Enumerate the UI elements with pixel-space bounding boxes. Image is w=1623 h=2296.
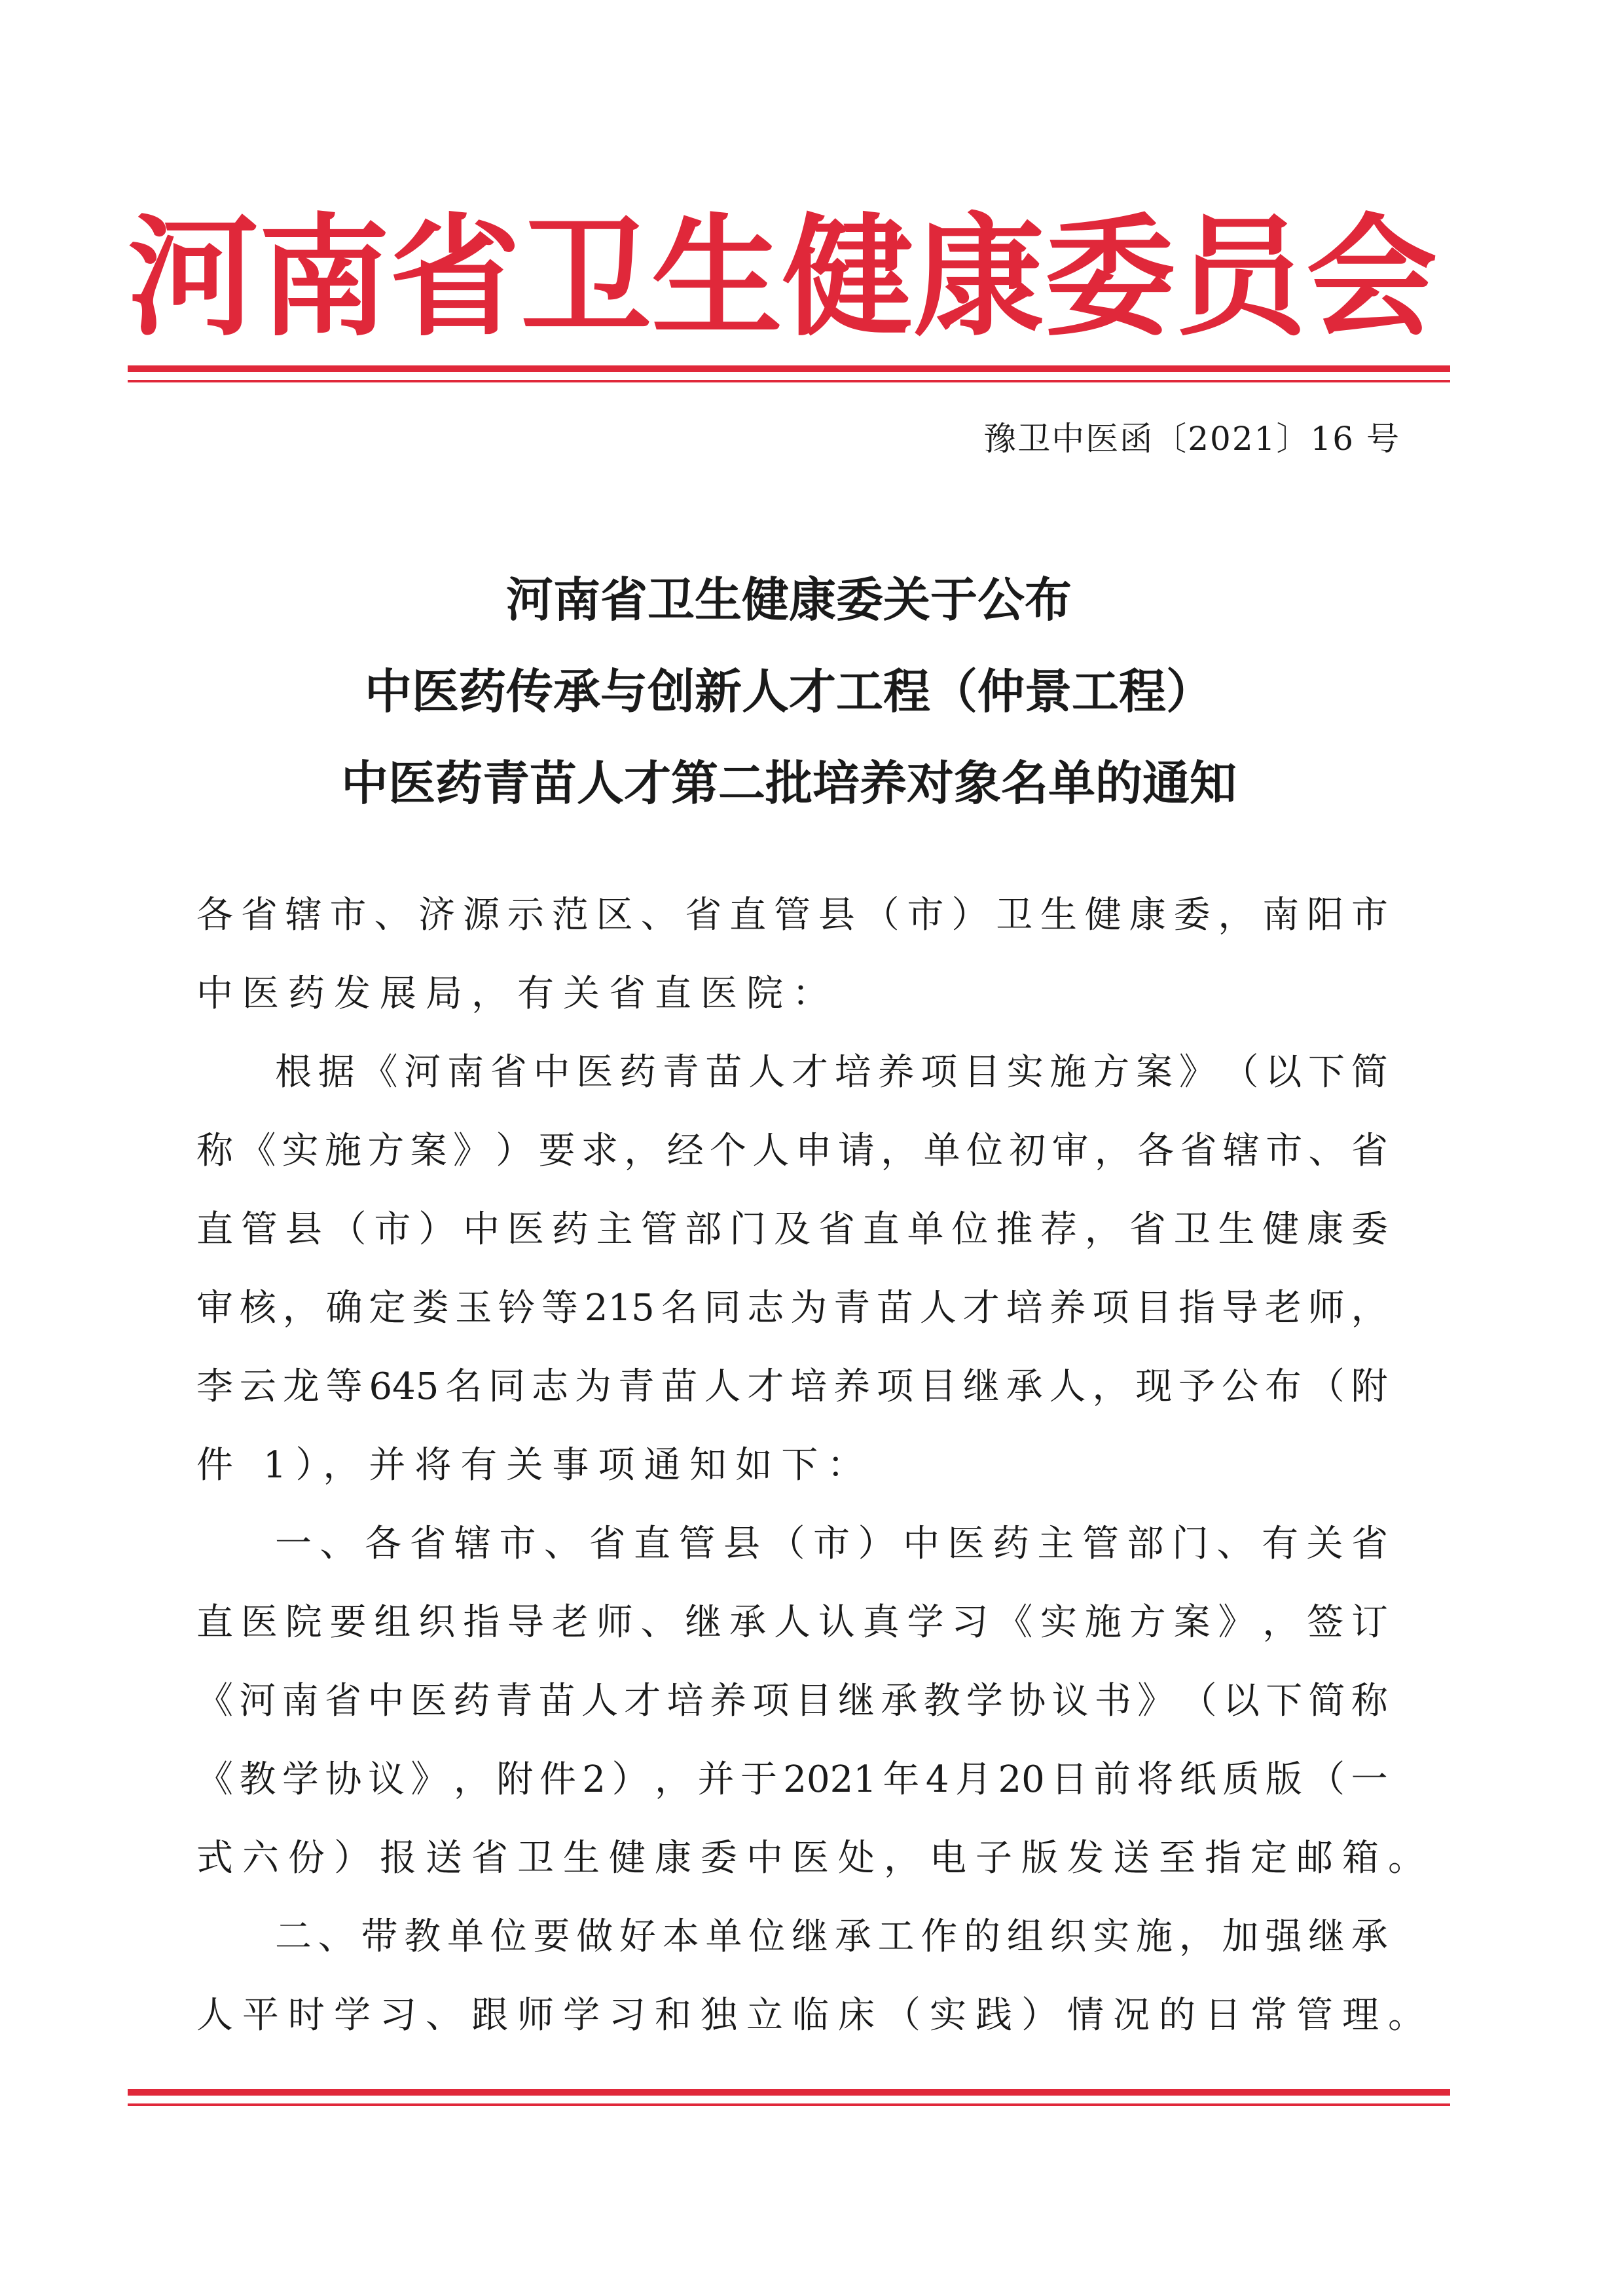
body-line: 各 省 辖 市 、 济 源 示 范 区 、 省 直 管 县 （ 市 ） 卫 生 健 康 委 ， 南 阳 市: [196, 894, 1388, 936]
body-line: 《 河 南 省 中 医 药 青 苗 人 才 培 养 项 目 继 承 教 学 协 议 书 》 （ 以 下 简 称: [196, 1680, 1388, 1722]
footer-divider-thin: [128, 2103, 1450, 2106]
letterhead-char: 会: [1306, 202, 1438, 354]
letterhead-char: 健: [782, 202, 914, 354]
document-title-line-3: 中医药青苗人才第二批培养对象名单的通知: [340, 756, 1237, 811]
letterhead-char: 康: [913, 202, 1045, 354]
letterhead-char: 南: [259, 202, 390, 354]
document-title-line-2: 中医药传承与创新人才工程（仲景工程）: [364, 664, 1213, 719]
letterhead-char: 委: [1044, 202, 1176, 354]
body-line: 直 医 院 要 组 织 指 导 老 师 、 继 承 人 认 真 学 习 《 实 施 方 案 》 ， 签 订: [196, 1601, 1388, 1644]
body-line: 人平时学习、跟师学习和独立临床（实践）情况的日常管理。: [196, 1994, 1434, 2037]
letterhead-char: 员: [1175, 202, 1307, 354]
body-line: 审 核 ， 确 定 娄 玉 钤 等 215 名 同 志 为 青 苗 人 才 培 养 项 目 指 导 老 师 ，: [196, 1287, 1388, 1329]
body-line: 称 《 实 施 方 案 》 ） 要 求 ， 经 个 人 申 请 ， 单 位 初 审 ， 各 省 辖 市 、 省: [196, 1130, 1388, 1172]
letterhead-divider-thick: [128, 365, 1450, 372]
body-line: 件 1），并将有关事项通知如下：: [196, 1444, 873, 1487]
body-line: 《 教 学 协 议 》 ， 附 件 2 ） ， 并 于 2021 年 4 月 20 日 前 将 纸 质 版 （ 一: [196, 1758, 1388, 1801]
document-number: 豫卫中医函〔2021〕16 号: [983, 420, 1400, 458]
letterhead-char: 卫: [520, 202, 652, 354]
body-line: 式六份）报送省卫生健康委中医处，电子版发送至指定邮箱。: [196, 1837, 1434, 1879]
letterhead-char: 省: [390, 202, 521, 354]
letterhead-divider-thin: [128, 380, 1450, 382]
letterhead-title: [128, 196, 1438, 360]
body-line: 一 、 各 省 辖 市 、 省 直 管 县 （ 市 ） 中 医 药 主 管 部 门 、 有 关 省: [275, 1523, 1388, 1565]
document-title-line-1: 河南省卫生健康委关于公布: [505, 572, 1072, 627]
footer-divider-thick: [128, 2089, 1450, 2096]
letterhead-char: 生: [651, 202, 783, 354]
body-line: 直 管 县 （ 市 ） 中 医 药 主 管 部 门 及 省 直 单 位 推 荐 ， 省 卫 生 健 康 委: [196, 1208, 1388, 1251]
letterhead-char: 河: [128, 202, 259, 354]
body-line: 二 、 带 教 单 位 要 做 好 本 单 位 继 承 工 作 的 组 织 实 施 ， 加 强 继 承: [275, 1916, 1388, 1958]
body-line: 根 据 《 河 南 省 中 医 药 青 苗 人 才 培 养 项 目 实 施 方 案 》 （ 以 下 简: [275, 1051, 1388, 1094]
body-line: 中医药发展局，有关省直医院：: [196, 972, 838, 1015]
body-line: 李 云 龙 等 645 名 同 志 为 青 苗 人 才 培 养 项 目 继 承 人 ， 现 予 公 布 （ 附: [196, 1365, 1388, 1408]
